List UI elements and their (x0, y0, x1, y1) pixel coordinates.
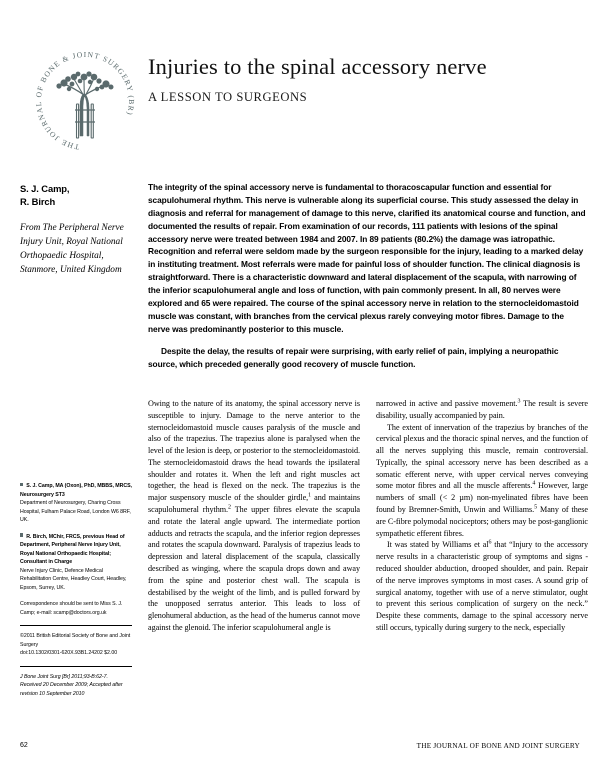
author-note-1-credentials: S. J. Camp, MA (Oxon), PhD, MBBS, MRCS, Neurosurgery ST3 (20, 483, 132, 498)
body-paragraph-left-1 (148, 398, 360, 634)
body-column-left (148, 398, 360, 728)
body-text-seg: that “Injury to the accessory nerve results in a characteristic group of symptoms and signs - reduced shoulder abduction, drooped shoulder, and pain. Repair of the nerve improves symptoms in most cases. A sound grip of surgical anatomy, together with use of a nerve stimulator, ought to prevent this serious complication of surgery on the neck.” Despite these comments, damage to the spinal accessory nerve still occurs, typically during surgery to the neck, especially (376, 540, 588, 632)
received-text: Received 20 December 2009; Accepted after revision 10 September 2010 (20, 682, 123, 697)
author-names (20, 182, 132, 209)
sidebar-divider-1 (20, 625, 132, 626)
correspondence-note: Correspondence should be sent to Miss S. J. Camp; e-mail: scamp@doctors.org.uk (20, 601, 123, 616)
body-paragraph-right-1 (376, 398, 588, 422)
copyright-text: ©2011 British Editorial Society of Bone and Joint Surgery (20, 633, 131, 648)
citation-ref: 2 (228, 504, 231, 511)
body-text-seg: It was stated by Williams et al (387, 540, 489, 550)
citation-ref: 6 (488, 539, 492, 546)
body-text-seg: and maintains scapulohumeral rhythm. (148, 493, 361, 515)
author-name-1: S. J. Camp, (20, 183, 70, 194)
body-text-seg: However, large numbers of small (< 2 µm) non-myelinated fibres have been found by Bremner-Smith, Unwin and Williams. (376, 481, 588, 515)
author-note-2-address: Nerve Injury Clinic, Defence Medical Rehabilitation Centre, Headley Court, Headley, Epsom, Surrey, UK. (20, 567, 127, 591)
square-bullet-icon (20, 483, 23, 486)
page-number: 62 (20, 742, 28, 749)
body-paragraph-right-3 (376, 539, 588, 633)
article-subtitle: A LESSON TO SURGEONS (148, 90, 308, 105)
author-note-2 (20, 533, 132, 593)
body-text-seg: The upper fibres elevate the scapula and rotate the lateral angle upward. The intermediate portion adducts and retracts the scapula, and the inferior region depresses and rotates the scapula downward. Paralysis of trapezius leads to depression and lateral displacement of the scapula, classically described as winging, where the scapula drops down and away from the spine and posterior chest wall. The scapula is destabilised by the weight of the limb, and is pulled forward by the unopposed serratus anterior. This leads to loss of glenohumeral abduction, as the head of the humerus cannot move against the glenoid. The inferior scapulohumeral angle is (148, 505, 360, 632)
masthead (0, 48, 600, 154)
body-column-right (376, 398, 588, 728)
citation-text: J Bone Joint Surg [Br] 2011;93-B:62-7. (20, 673, 108, 680)
footer-journal-name: THE JOURNAL OF BONE AND JOINT SURGERY (416, 742, 580, 750)
author-note-2-credentials: R. Birch, MChir, FRCS, previous Head of Department, Peripheral Nerve Injury Unit, Royal National Orthopaedic Hospital; Consultant in Charge (20, 533, 125, 565)
author-note-1 (20, 482, 132, 525)
square-bullet-icon (20, 533, 23, 536)
body-text-seg: Owing to the nature of its anatomy, the spinal accessory nerve is susceptible to injury. Damage to the nerve anterior to the sternocleidomastoid muscle causes paralysis of the muscle and also of the trapezius. The trapezius alone is paralysed when the level of the lesion is deep, or posterior to the sternocleidomastoid. The sternocleidomastoid draws the head towards the ipsilateral shoulder and rotates it. When the left and right muscles act together, the head is flexed on the neck. The trapezius is the major suspensory muscle of the shoulder girdle, (148, 399, 360, 503)
citation-ref: 1 (308, 492, 312, 499)
abstract-paragraph-1: The integrity of the spinal accessory nerve is fundamental to thoracoscapular function and essential for scapulohumeral rhythm. This nerve is vulnerable along its superficial course. This study assessed the delay in diagnosis and referral for management of damage to this nerve, clarified its anatomical course and function, and documented the results of repair. From examination of our records, 111 patients with lesions of the spinal accessory nerve were treated between 1984 and 2007. In 89 patients (80.2%) the damage was iatropathic. Recognition and referral were seldom made by the surgeon responsible for the injury, leading to a marked delay in instituting treatment. Most referrals were made for painful loss of shoulder function. The clinical diagnosis is straightforward. There is a characteristic downward and lateral displacement of the scapula, with narrowing of the inferior scapulohumeral angle and loss of function, with pain commonly present. In all, 80 nerves were explored and 65 were repaired. The course of the spinal accessory nerve in relation to the sternocleidomastoid muscle was constant, with branches from the cervical plexus rarely conveying motor fibres. Damage to the nerve was predominantly posterior to this muscle. (148, 182, 586, 334)
body-text-seg: narrowed in active and passive movement. (376, 399, 518, 408)
abstract (148, 181, 588, 370)
abstract-paragraph-2: Despite the delay, the results of repair were surprising, with early relief of pain, implying a neuropathic source, which preceded generally good recovery of muscle function. (148, 345, 559, 369)
author-name-2: R. Birch (20, 196, 56, 208)
doi-text: doi:10.1302/0301-620X.93B1.24202 $2.00 (20, 650, 118, 656)
page-footer (0, 742, 600, 754)
article-body (148, 398, 588, 728)
body-paragraph-right-2 (376, 422, 588, 540)
author-column (20, 182, 132, 277)
sidebar-divider-2 (20, 666, 132, 667)
copyright-note (20, 632, 132, 658)
body-text-seg: Many of these are C-fibre polymodal nociceptors; others may be post-ganglionic sympathetic efferent fibres. (376, 505, 588, 538)
svg-text:THE JOURNAL OF BONE & JOINT SU: THE JOURNAL OF BONE & JOINT SURGERY (BR) (34, 50, 136, 152)
title-block (148, 54, 588, 105)
journal-logo (34, 50, 136, 152)
author-note-1-address: Department of Neurosurgery, Charing Cross Hospital, Fulham Palace Road, London W6 8RF, UK. (20, 500, 131, 523)
citation-ref: 4 (532, 480, 536, 487)
citation-ref: 3 (517, 398, 521, 405)
journal-emblem-icon (34, 50, 136, 152)
article-title: Injuries to the spinal accessory nerve (148, 54, 487, 79)
body-text-seg: The result is severe disability, usually accompanied by pain. (376, 399, 588, 420)
sidebar-notes (20, 482, 132, 706)
citation-ref: 5 (534, 504, 538, 511)
citation-note (20, 673, 132, 699)
body-text-seg: The extent of innervation of the trapezius by branches of the cervical plexus and the thoracic spinal nerves, and the function of all the nerves supplying this muscle, remain controversial. Typically, the spinal accessory nerve has been described as a somatic efferent nerve, with upper cervical nerves conveying some motor fibres and all the muscle afferents. (376, 422, 588, 491)
author-affiliation: From The Peripheral Nerve Injury Unit, Royal National Orthopaedic Hospital, Stanmore, United Kingdom (20, 222, 124, 275)
